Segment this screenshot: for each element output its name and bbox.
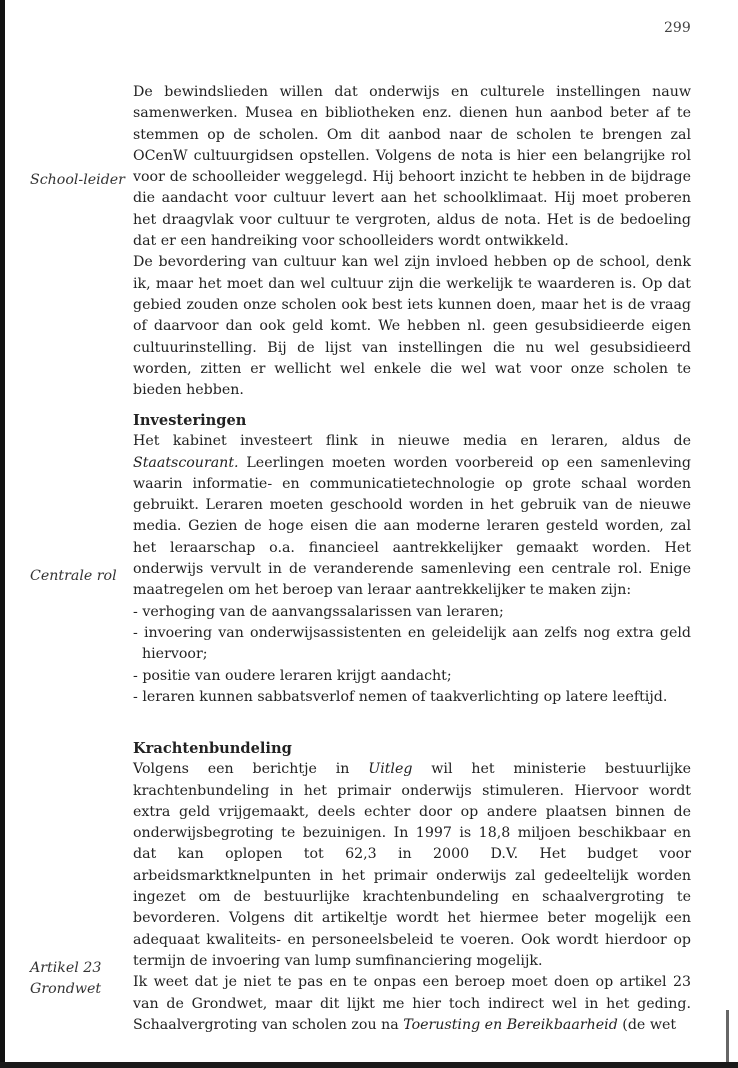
scan-margin-mark	[726, 1010, 729, 1068]
krachtenbundeling-body: wil het ministerie bestuurlijke krachtenbundeling in het primair onderwijs stimuleren. Hiervoor wordt extra geld vrijgemaakt, deels echter door op andere plaatsen binnen de onderwijsbegroting te bezuinigen. In 1997 is 18,8 miljoen beschikbaar en dat kan oplopen tot 62,3 in 2000 D.V. Het budget voor arbeidsmarktknelpunten in het primair onderwijs zal gedeeltelijk worden ingezet om de bestuurlijke krachtenbundeling en schaalvergroting te bevorderen. Volgens dit artikeltje wordt het hiermee beter mogelijk een adequaat kwaliteits- en personeelsbeleid te voeren. Ook wordt hierdoor op termijn de invoering van lump sumfinanciering mogelijk.	[133, 761, 691, 969]
section-intro	[133, 82, 691, 401]
section-krachtenbundeling	[133, 738, 691, 1036]
krachtenbundeling-lead: Volgens een berichtje in	[133, 761, 369, 778]
page-number: 299	[664, 20, 691, 36]
investeringen-lead: Het kabinet investeert flink in nieuwe media en leraren, aldus de	[133, 433, 691, 450]
scan-edge-bar	[0, 0, 5, 1068]
krachtenbundeling-paragraph	[133, 759, 691, 972]
artikel23-paragraph	[133, 972, 691, 1036]
source-staatscourant: Staatscourant.	[133, 454, 239, 471]
margin-note-centrale-rol: Centrale rol	[30, 568, 117, 584]
investeringen-body: Leerlingen moeten worden voorbereid op een samenleving waarin informatie- en communicatietechnologie op grote schaal worden gebruikt. Leraren moeten geschoold worden in het gebruik van de nieuwe media. Gezien de hoge eisen die aan moderne leraren gesteld worden, zal het leraarschap o.a. financieel aantrekkelijker gemaakt worden. Het onderwijs vervult in de veranderende samenleving een centrale rol. Enige maatregelen om het beroep van leraar aantrekkelijker te maken zijn:	[133, 454, 691, 599]
intro-paragraph-1: De bewindslieden willen dat onderwijs en culturele instellingen nauw samenwerken. Musea en bibliotheken enz. dienen hun aanbod beter af te stemmen op de scholen. Om dit aanbod naar de scholen te brengen zal OCenW cultuurgidsen opstellen. Volgens de nota is hier een belangrijke rol voor de schoolleider weggelegd. Hij behoort inzicht te hebben in de bijdrage die aandacht voor cultuur levert aan het schoolklimaat. Hij moet proberen het draagvlak voor cultuur te vergroten, aldus de nota. Het is de bedoeling dat er een handreiking voor schoolleiders wordt ontwikkeld.	[133, 84, 691, 250]
margin-note-schoolleider: School-leider	[30, 172, 125, 188]
law-title: Toerusting en Bereikbaarheid	[403, 1016, 618, 1033]
margin-note-artikel-23: Artikel 23 Grondwet	[30, 960, 102, 997]
intro-paragraph-2: De bevordering van cultuur kan wel zijn invloed hebben op de school, denk ik, maar het moet dan wel cultuur zijn die werkelijk te waarderen is. Op dat gebied zouden onze scholen ook best iets kunnen doen, maar het is de vraag of daarvoor dan ook geld komt. We hebben nl. geen gesubsidieerde eigen cultuurinstelling. Bij de lijst van instellingen die nu wel gesubsidieerd worden, zitten er wellicht wel enkele die wel wat voor onze scholen te bieden hebben.	[133, 254, 691, 399]
list-item: - positie van oudere leraren krijgt aandacht;	[133, 666, 691, 687]
scan-bottom-bar	[0, 1062, 738, 1068]
section-investeringen	[133, 410, 691, 708]
heading-investeringen: Investeringen	[133, 412, 247, 429]
artikel23-text-end: (de wet	[617, 1016, 677, 1033]
list-item: - invoering van onderwijsassistenten en geleidelijk aan zelfs nog extra geld hiervoor;	[133, 623, 691, 666]
heading-krachtenbundeling: Krachtenbundeling	[133, 740, 292, 757]
maatregelen-list	[133, 602, 691, 708]
list-item: - leraren kunnen sabbatsverlof nemen of taakverlichting op latere leeftijd.	[133, 687, 691, 708]
source-uitleg: Uitleg	[368, 761, 413, 778]
list-item: - verhoging van de aanvangssalarissen van leraren;	[133, 602, 691, 623]
artikel23-text: Ik weet dat je niet te pas en te onpas een beroep moet doen op artikel 23 van de Grondwet, maar dit lijkt me hier toch indirect wel in het geding. Schaalvergroting van scholen zou na	[133, 974, 691, 1033]
investeringen-paragraph	[133, 431, 691, 601]
